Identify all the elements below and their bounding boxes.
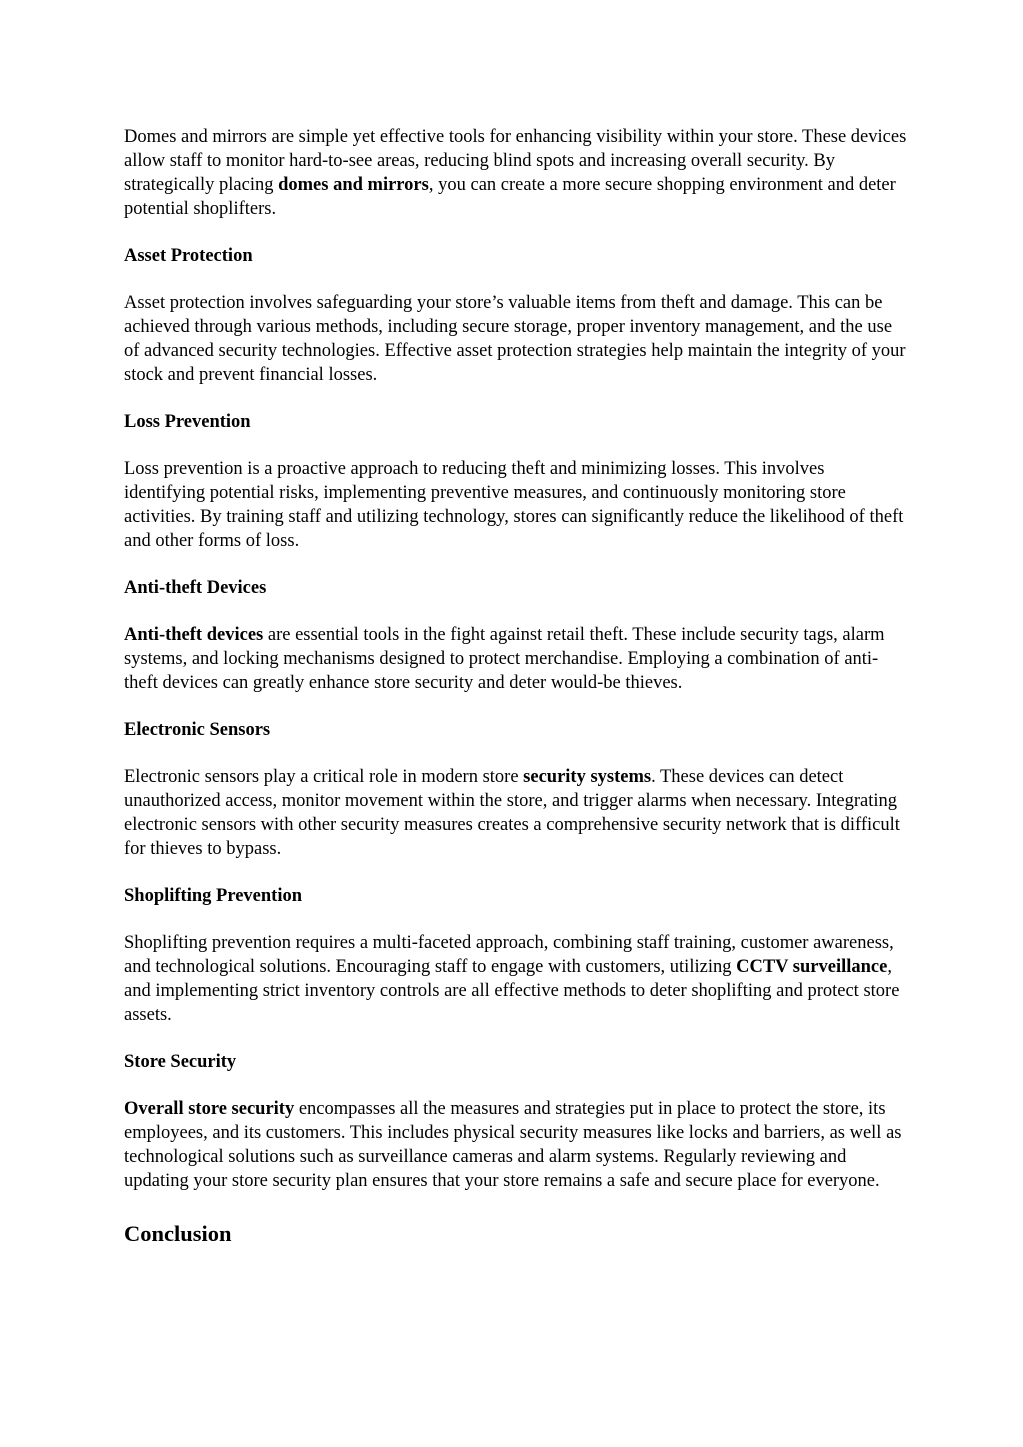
- electronic-sensors-paragraph: [124, 765, 909, 861]
- anti-theft-paragraph: [124, 623, 909, 695]
- loss-prevention-paragraph: Loss prevention is a proactive approach to reducing theft and minimizing losses. This involves identifying potential risks, implementing preventive measures, and continuously monitoring store activities. By training staff and utilizing technology, stores can significantly reduce the likelihood of theft and other forms of loss.: [124, 459, 904, 551]
- shoplifting-bold-cctv-surveillance: CCTV surveillance: [736, 957, 888, 977]
- electronic-sensors-text-1: Electronic sensors play a critical role in modern store: [124, 767, 524, 787]
- heading-anti-theft-devices: Anti-theft Devices: [124, 578, 267, 598]
- electronic-sensors-text-2: . These devices can detect unauthorized access, monitor movement within the store, and trigger alarms when necessary. Integrating electronic sensors with other security measures creates a comprehensive security network that is difficult for thieves to bypass.: [124, 767, 900, 859]
- intro-text-2: , you can create a more secure shopping environment and deter potential shoplifters.: [124, 175, 896, 219]
- heading-conclusion: Conclusion: [124, 1221, 232, 1246]
- store-security-paragraph: [124, 1097, 909, 1193]
- intro-bold-domes-and-mirrors: domes and mirrors: [278, 175, 429, 195]
- heading-shoplifting-prevention: Shoplifting Prevention: [124, 886, 302, 906]
- heading-loss-prevention: Loss Prevention: [124, 412, 251, 432]
- heading-electronic-sensors: Electronic Sensors: [124, 720, 271, 740]
- shoplifting-text-1: Shoplifting prevention requires a multi-faceted approach, combining staff training, customer awareness, and technological solutions. Encouraging staff to engage with customers, utilizing: [124, 933, 894, 977]
- anti-theft-bold: Anti-theft devices: [124, 625, 264, 645]
- shoplifting-prevention-paragraph: [124, 931, 909, 1027]
- heading-asset-protection: Asset Protection: [124, 246, 253, 266]
- store-security-bold: Overall store security: [124, 1099, 295, 1119]
- heading-store-security: Store Security: [124, 1052, 237, 1072]
- intro-text-1: Domes and mirrors are simple yet effective tools for enhancing visibility within your store. These devices allow staff to monitor hard-to-see areas, reducing blind spots and increasing overall security. By strategically placing: [124, 127, 907, 195]
- store-security-text: encompasses all the measures and strategies put in place to protect the store, its employees, and its customers. This includes physical security measures like locks and barriers, as well as technological solutions such as surveillance cameras and alarm systems. Regularly reviewing and updating your store security plan ensures that your store remains a safe and secure place for everyone.: [124, 1099, 902, 1191]
- intro-paragraph: [124, 125, 909, 221]
- electronic-sensors-bold-security-systems: security systems: [523, 767, 652, 787]
- document-page: [124, 125, 909, 1248]
- asset-protection-paragraph: Asset protection involves safeguarding your store’s valuable items from theft and damage. This can be achieved through various methods, including secure storage, proper inventory management, and the use of advanced security technologies. Effective asset protection strategies help maintain the integrity of your stock and prevent financial losses.: [124, 293, 906, 385]
- anti-theft-text: are essential tools in the fight against retail theft. These include security tags, alarm systems, and locking mechanisms designed to protect merchandise. Employing a combination of anti-theft devices can greatly enhance store security and deter would-be thieves.: [124, 625, 885, 693]
- shoplifting-text-2: , and implementing strict inventory controls are all effective methods to deter shoplifting and protect store assets.: [124, 957, 900, 1025]
